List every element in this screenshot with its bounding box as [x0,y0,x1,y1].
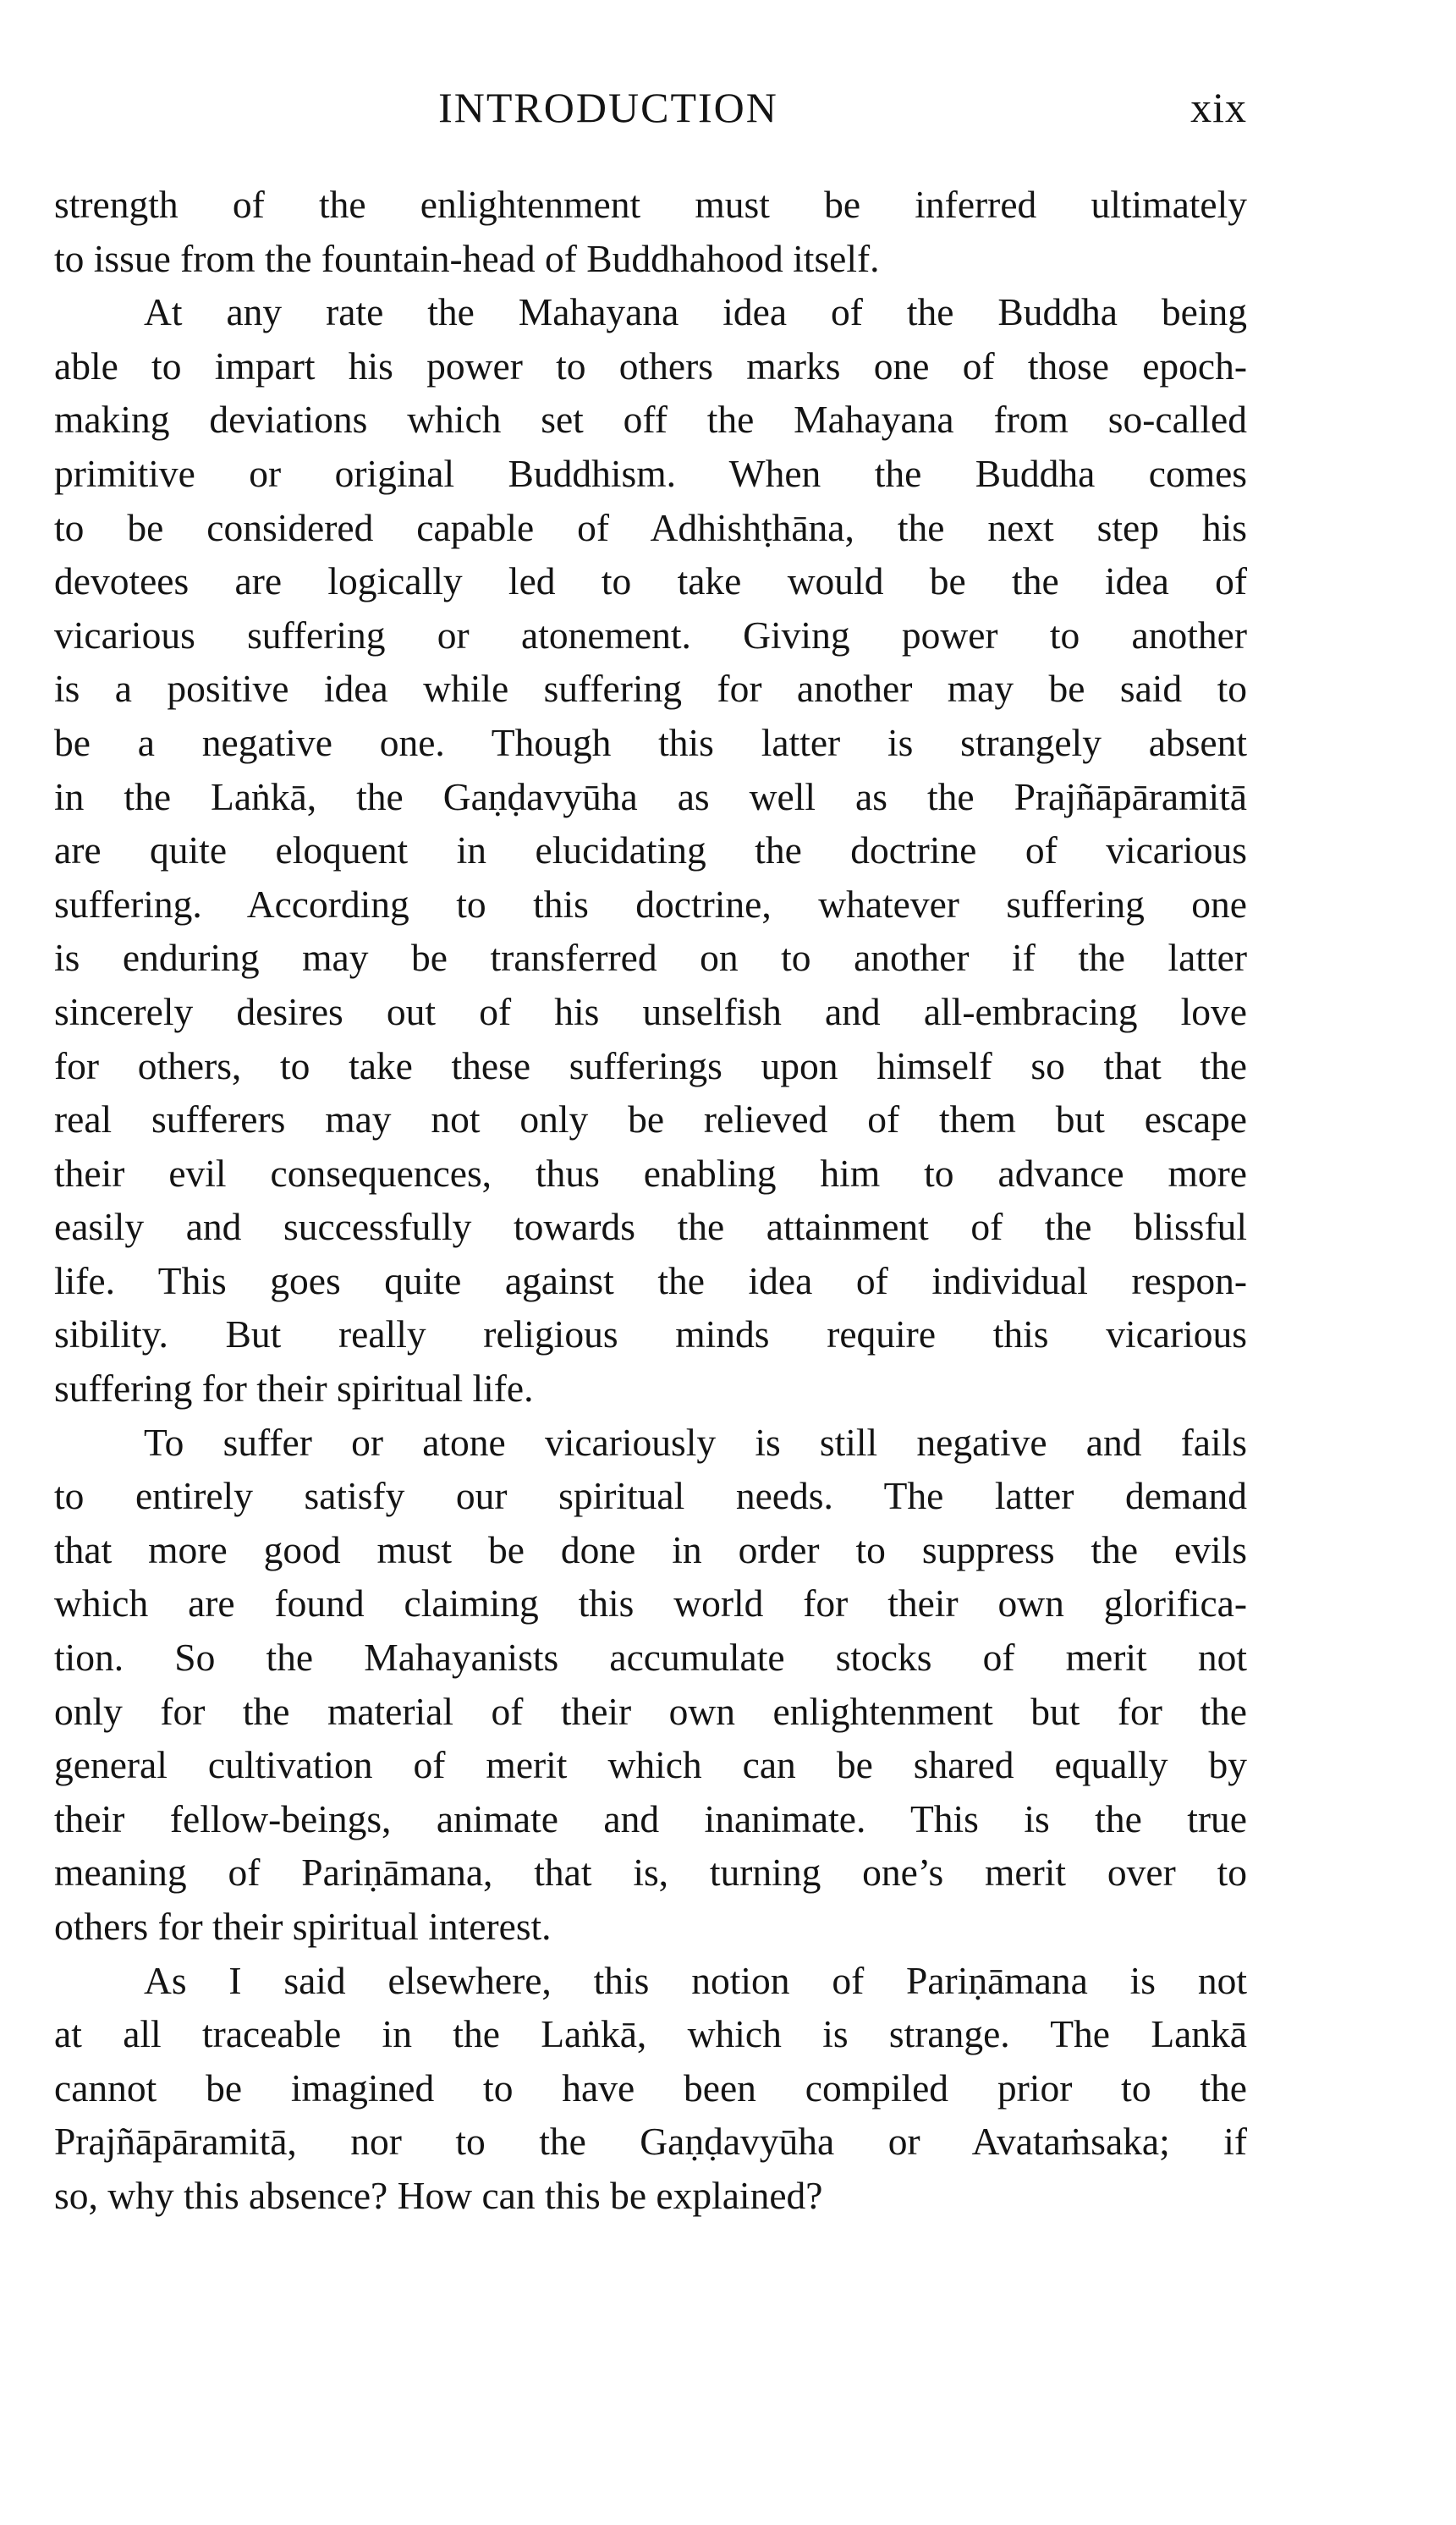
text-line: primitive or original Buddhism. When the Buddha comes [54,451,1247,495]
text-line: At any rate the Mahayana idea of the Buddha being [144,290,1247,334]
text-line: to issue from the fountain-head of Buddhahood itself. [54,236,880,280]
text-line: meaning of Pariṇāmana, that is, turning one’s merit over to [54,1851,1247,1895]
running-header [54,78,1247,137]
book-page [54,0,1247,2525]
paragraph-lanka-absence [54,1954,1247,2223]
text-line: their fellow-beings, animate and inanimate. This is the true [54,1796,1247,1840]
text-line: in the Laṅkā, the Gaṇḍavyūha as well as the Prajñāpāramitā [54,774,1247,818]
running-title: INTRODUCTION [438,84,778,131]
text-line: devotees are logically led to take would be the idea of [54,559,1247,603]
text-line: to be considered capable of Adhishṭhāna, the next step his [54,505,1247,549]
text-line: for others, to take these sufferings upon himself so that the [54,1043,1247,1087]
text-line: strength of the enlightenment must be inferred ultimately [54,183,1247,226]
text-line: tion. So the Mahayanists accumulate stocks of merit not [54,1636,1247,1680]
paragraph-continued [54,178,1247,285]
text-line: general cultivation of merit which can be shared equally by [54,1743,1247,1787]
text-line: only for the material of their own enlightenment but for the [54,1689,1247,1733]
text-line: Prajñāpāramitā, nor to the Gaṇḍavyūha or Avataṁsaka; if [54,2120,1247,2164]
text-line: their evil consequences, thus enabling him to advance more [54,1151,1247,1195]
text-line: is a positive idea while suffering for another may be said to [54,667,1247,711]
paragraph-vicarious-suffering [54,285,1247,1415]
text-line: are quite eloquent in elucidating the doctrine of vicarious [54,828,1247,872]
text-line: that more good must be done in order to suppress the evils [54,1527,1247,1571]
text-line: be a negative one. Though this latter is strangely absent [54,720,1247,764]
text-line: suffering for their spiritual life. [54,1367,534,1411]
text-line: making deviations which set off the Mahayana from so-called [54,398,1247,442]
page-number: xix [1190,84,1247,131]
text-line: As I said elsewhere, this notion of Pariṇāmana is not [144,1958,1247,2002]
text-line: others for their spiritual interest. [54,1905,552,1948]
text-line: is enduring may be transferred on to another if the latter [54,936,1247,980]
text-line: to entirely satisfy our spiritual needs. The latter demand [54,1474,1247,1518]
paragraph-parinamana [54,1416,1247,1954]
text-line: suffering. According to this doctrine, whatever suffering one [54,882,1247,926]
text-line: cannot be imagined to have been compiled prior to the [54,2066,1247,2110]
text-line: which are found claiming this world for their own glorifica- [54,1582,1247,1626]
text-line: real sufferers may not only be relieved of them but escape [54,1097,1247,1141]
text-line: easily and successfully towards the attainment of the blissful [54,1205,1247,1249]
text-line: vicarious suffering or atonement. Giving power to another [54,613,1247,657]
text-line: at all traceable in the Laṅkā, which is strange. The Lankā [54,2012,1247,2056]
text-line: so, why this absence? How can this be explained? [54,2173,823,2217]
text-line: sincerely desires out of his unselfish and all-embracing love [54,989,1247,1033]
text-line: To suffer or atone vicariously is still negative and fails [144,1420,1247,1464]
text-line: life. This goes quite against the idea of individual respon- [54,1258,1247,1302]
text-line: sibility. But really religious minds require this vicarious [54,1312,1247,1356]
body-text [54,178,1247,2223]
text-line: able to impart his power to others marks one of those epoch- [54,344,1247,388]
